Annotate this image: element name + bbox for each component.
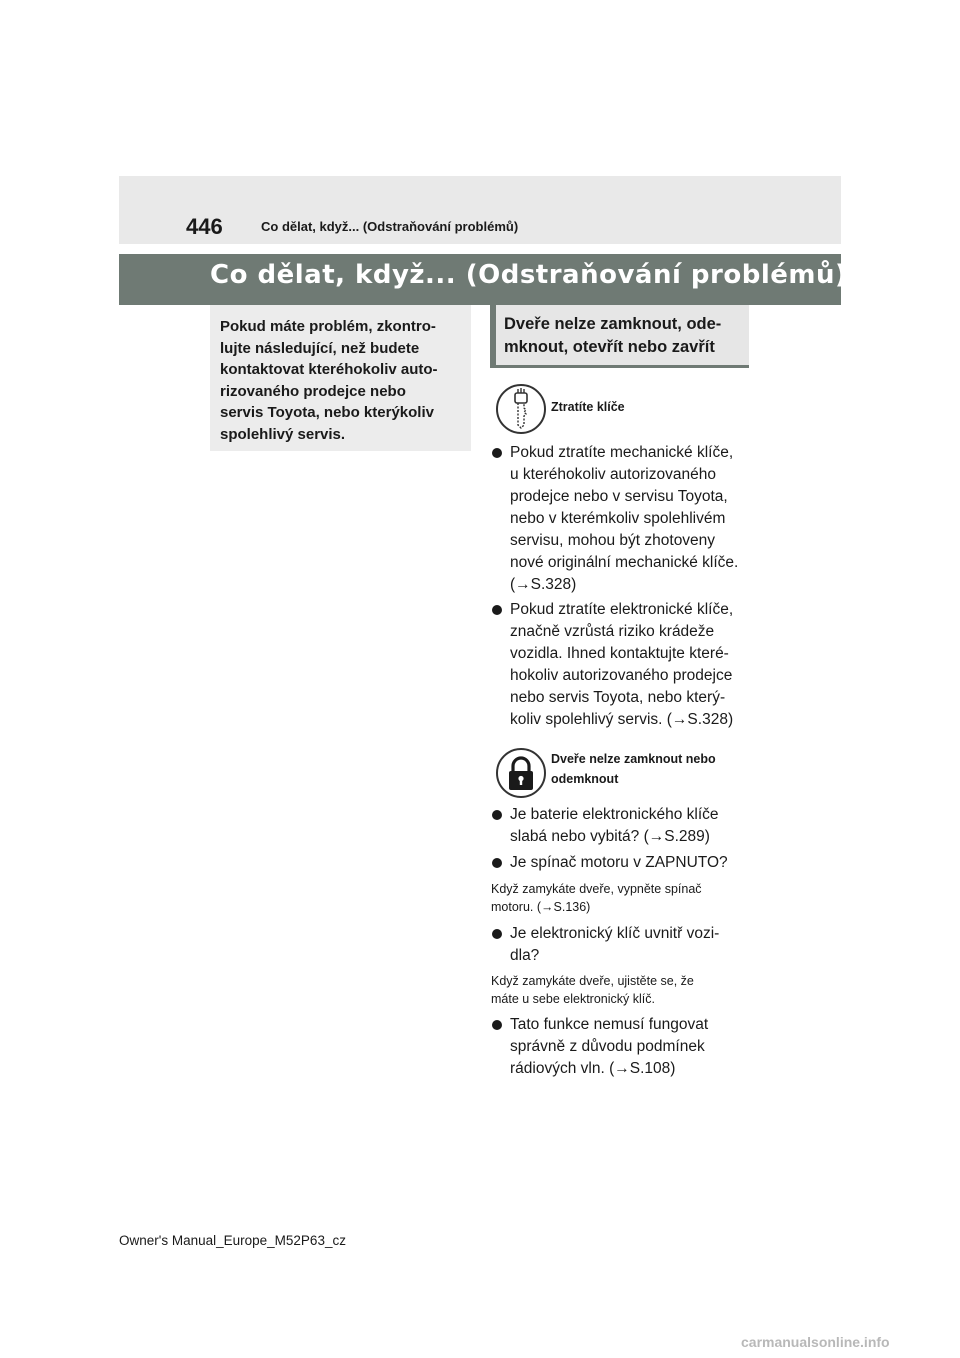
list-item: Je spínač motoru v ZAPNUTO?	[491, 852, 753, 874]
bullet-dot	[492, 810, 502, 820]
watermark: carmanualsonline.info	[741, 1334, 890, 1350]
bullet-dot	[492, 929, 502, 939]
icon-label-door-lock: Dveře nelze zamknout nebo odemknout	[551, 752, 716, 786]
bullet-dot	[492, 448, 502, 458]
list-item: Pokud ztratíte elektronické klíče, značně vzrůstá riziko krádeže vozidla. Ihned kontaktujte které- hokoliv autorizovaného prodejce nebo servis Toyota, nebo který- koliv spolehlivý servis. (→S.328)	[491, 599, 753, 731]
padlock-icon	[496, 748, 546, 798]
list-item: Pokud ztratíte mechanické klíče, u kteréhokoliv autorizovaného prodejce nebo v servisu Toyota, nebo v kterémkoliv spolehlivém servisu, mohou být zhotoveny nové originální mechanické klíče. (→S.328)	[491, 442, 753, 596]
running-title: Co dělat, když... (Odstraňování problémů)	[261, 219, 519, 234]
intro-box	[210, 305, 471, 451]
page-number: 446	[186, 214, 223, 239]
list-item: Tato funkce nemusí fungovat správně z důvodu podmínek rádiových vln. (→S.108)	[491, 1014, 753, 1080]
intro-text: Pokud máte problém, zkontro- lujte následující, než budete kontaktovat kteréhokoliv auto- rizovaného prodejce nebo servis Toyota, nebo kterýkoliv spolehlivý servis.	[220, 318, 438, 443]
note-text: Když zamykáte dveře, vypněte spínač motoru. (→S.136)	[491, 882, 702, 914]
list-item: Je baterie elektronického klíče slabá nebo vybitá? (→S.289)	[491, 804, 753, 848]
bullet-dot	[492, 1020, 502, 1030]
list-item: Je elektronický klíč uvnitř vozi- dla?	[491, 923, 753, 967]
icon-label-lost-keys: Ztratíte klíče	[551, 400, 625, 414]
bullet-dot	[492, 858, 502, 868]
section-title: Co dělat, když... (Odstraňování problémů)	[210, 260, 848, 290]
bullet-dot	[492, 605, 502, 615]
note-text: Když zamykáte dveře, ujistěte se, že máte u sebe elektronický klíč.	[491, 974, 694, 1006]
subsection-heading: Dveře nelze zamknout, ode- mknout, otevřít nebo zavřít	[490, 305, 749, 368]
key-icon	[496, 384, 546, 434]
footer-manual-id: Owner's Manual_Europe_M52P63_cz	[119, 1233, 346, 1248]
